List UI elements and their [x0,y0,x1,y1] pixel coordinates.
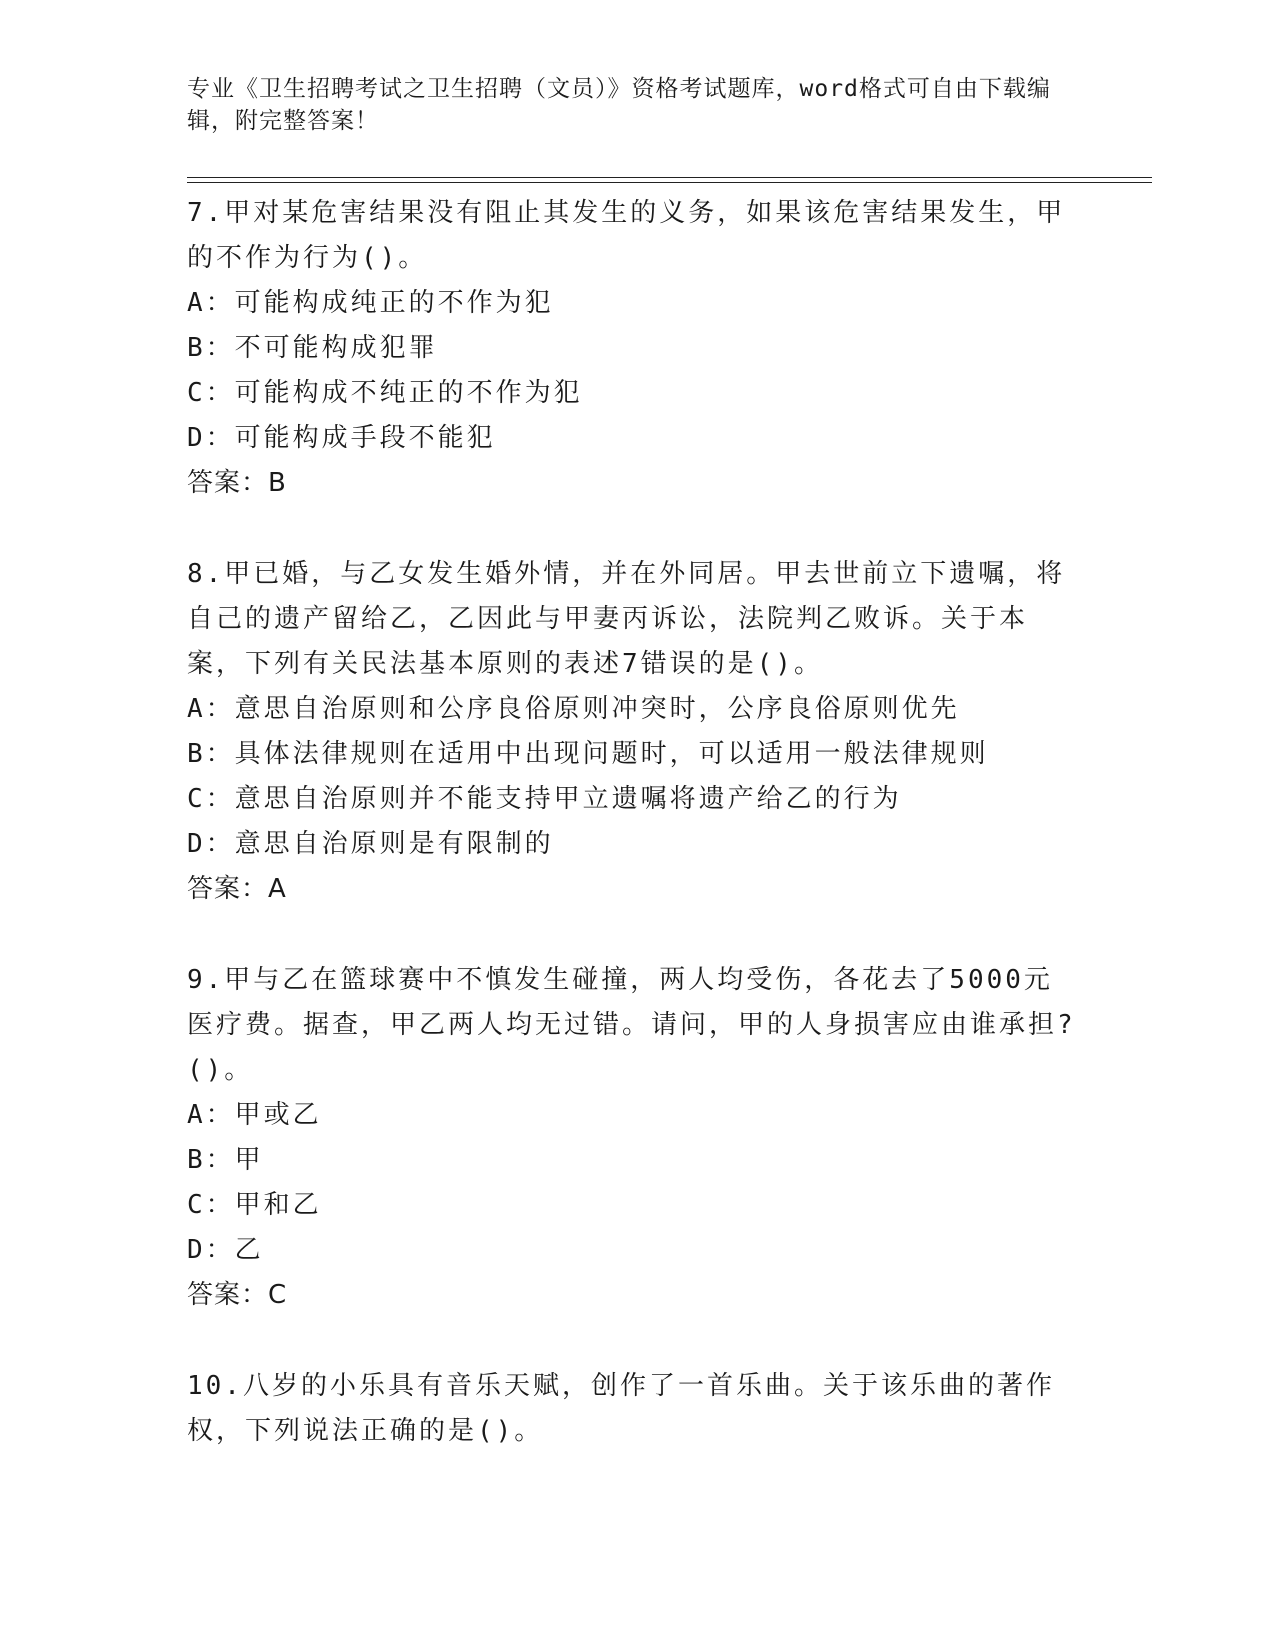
question-7 [187,190,1077,506]
option-text: 甲和乙 [234,1190,322,1220]
header-divider-bottom [187,182,1152,183]
option-text: 甲或乙 [234,1100,322,1130]
option-letter: B： [187,333,235,363]
option-letter: A： [187,288,235,318]
option-b [187,1138,1077,1183]
answer-line: 答案：A [187,874,287,904]
option-letter: A： [187,1100,235,1130]
option-b [187,732,1077,777]
option-text: 意思自治原则并不能支持甲立遗嘱将遗产给乙的行为 [234,784,902,814]
option-c [187,371,1077,416]
option-text: 甲 [234,1145,264,1175]
option-a [187,687,1077,732]
option-letter: D： [187,423,235,453]
question-stem: 9.甲与乙在篮球赛中不慎发生碰撞，两人均受伤，各花去了5000元医疗费。据查，甲乙两人均无过错。请问，甲的人身损害应由谁承担?()。 [187,965,1076,1085]
option-c [187,1183,1077,1228]
question-stem: 10.八岁的小乐具有音乐天赋，创作了一首乐曲。关于该乐曲的著作权，下列说法正确的是()。 [187,1371,1055,1446]
option-c [187,777,1077,822]
option-text: 可能构成手段不能犯 [234,423,496,453]
spacer [187,912,1077,957]
option-text: 不可能构成犯罪 [234,333,438,363]
option-text: 具体法律规则在适用中出现问题时，可以适用一般法律规则 [234,739,989,769]
answer-line: 答案：B [187,468,287,498]
option-d [187,1228,1077,1273]
question-8 [187,551,1077,912]
question-10 [187,1363,1077,1454]
option-letter: B： [187,739,235,769]
option-text: 意思自治原则是有限制的 [234,829,554,859]
option-letter: A： [187,694,235,724]
option-letter: C： [187,378,235,408]
option-text: 可能构成纯正的不作为犯 [234,288,554,318]
option-letter: C： [187,784,235,814]
option-text: 意思自治原则和公序良俗原则冲突时，公序良俗原则优先 [234,694,960,724]
answer-line: 答案：C [187,1280,288,1310]
option-d [187,822,1077,867]
option-b [187,326,1077,371]
question-9 [187,957,1077,1318]
option-letter: D： [187,829,235,859]
option-letter: B： [187,1145,235,1175]
page-header: 专业《卫生招聘考试之卫生招聘（文员）》资格考试题库，word格式可自由下载编辑，附完整答案！ [187,76,1051,134]
option-text: 乙 [234,1235,264,1265]
option-letter: D： [187,1235,235,1265]
option-text: 可能构成不纯正的不作为犯 [234,378,583,408]
spacer [187,506,1077,551]
option-a [187,1093,1077,1138]
option-letter: C： [187,1190,235,1220]
option-a [187,281,1077,326]
header-divider-top [187,177,1152,178]
question-list [187,190,1077,1454]
question-stem: 8.甲已婚，与乙女发生婚外情，并在外同居。甲去世前立下遗嘱，将自己的遗产留给乙，乙因此与甲妻丙诉讼，法院判乙败诉。关于本案，下列有关民法基本原则的表述7错误的是()。 [187,559,1066,679]
option-d [187,416,1077,461]
question-stem: 7.甲对某危害结果没有阻止其发生的义务，如果该危害结果发生，甲的不作为行为()。 [187,198,1066,273]
spacer [187,1318,1077,1363]
